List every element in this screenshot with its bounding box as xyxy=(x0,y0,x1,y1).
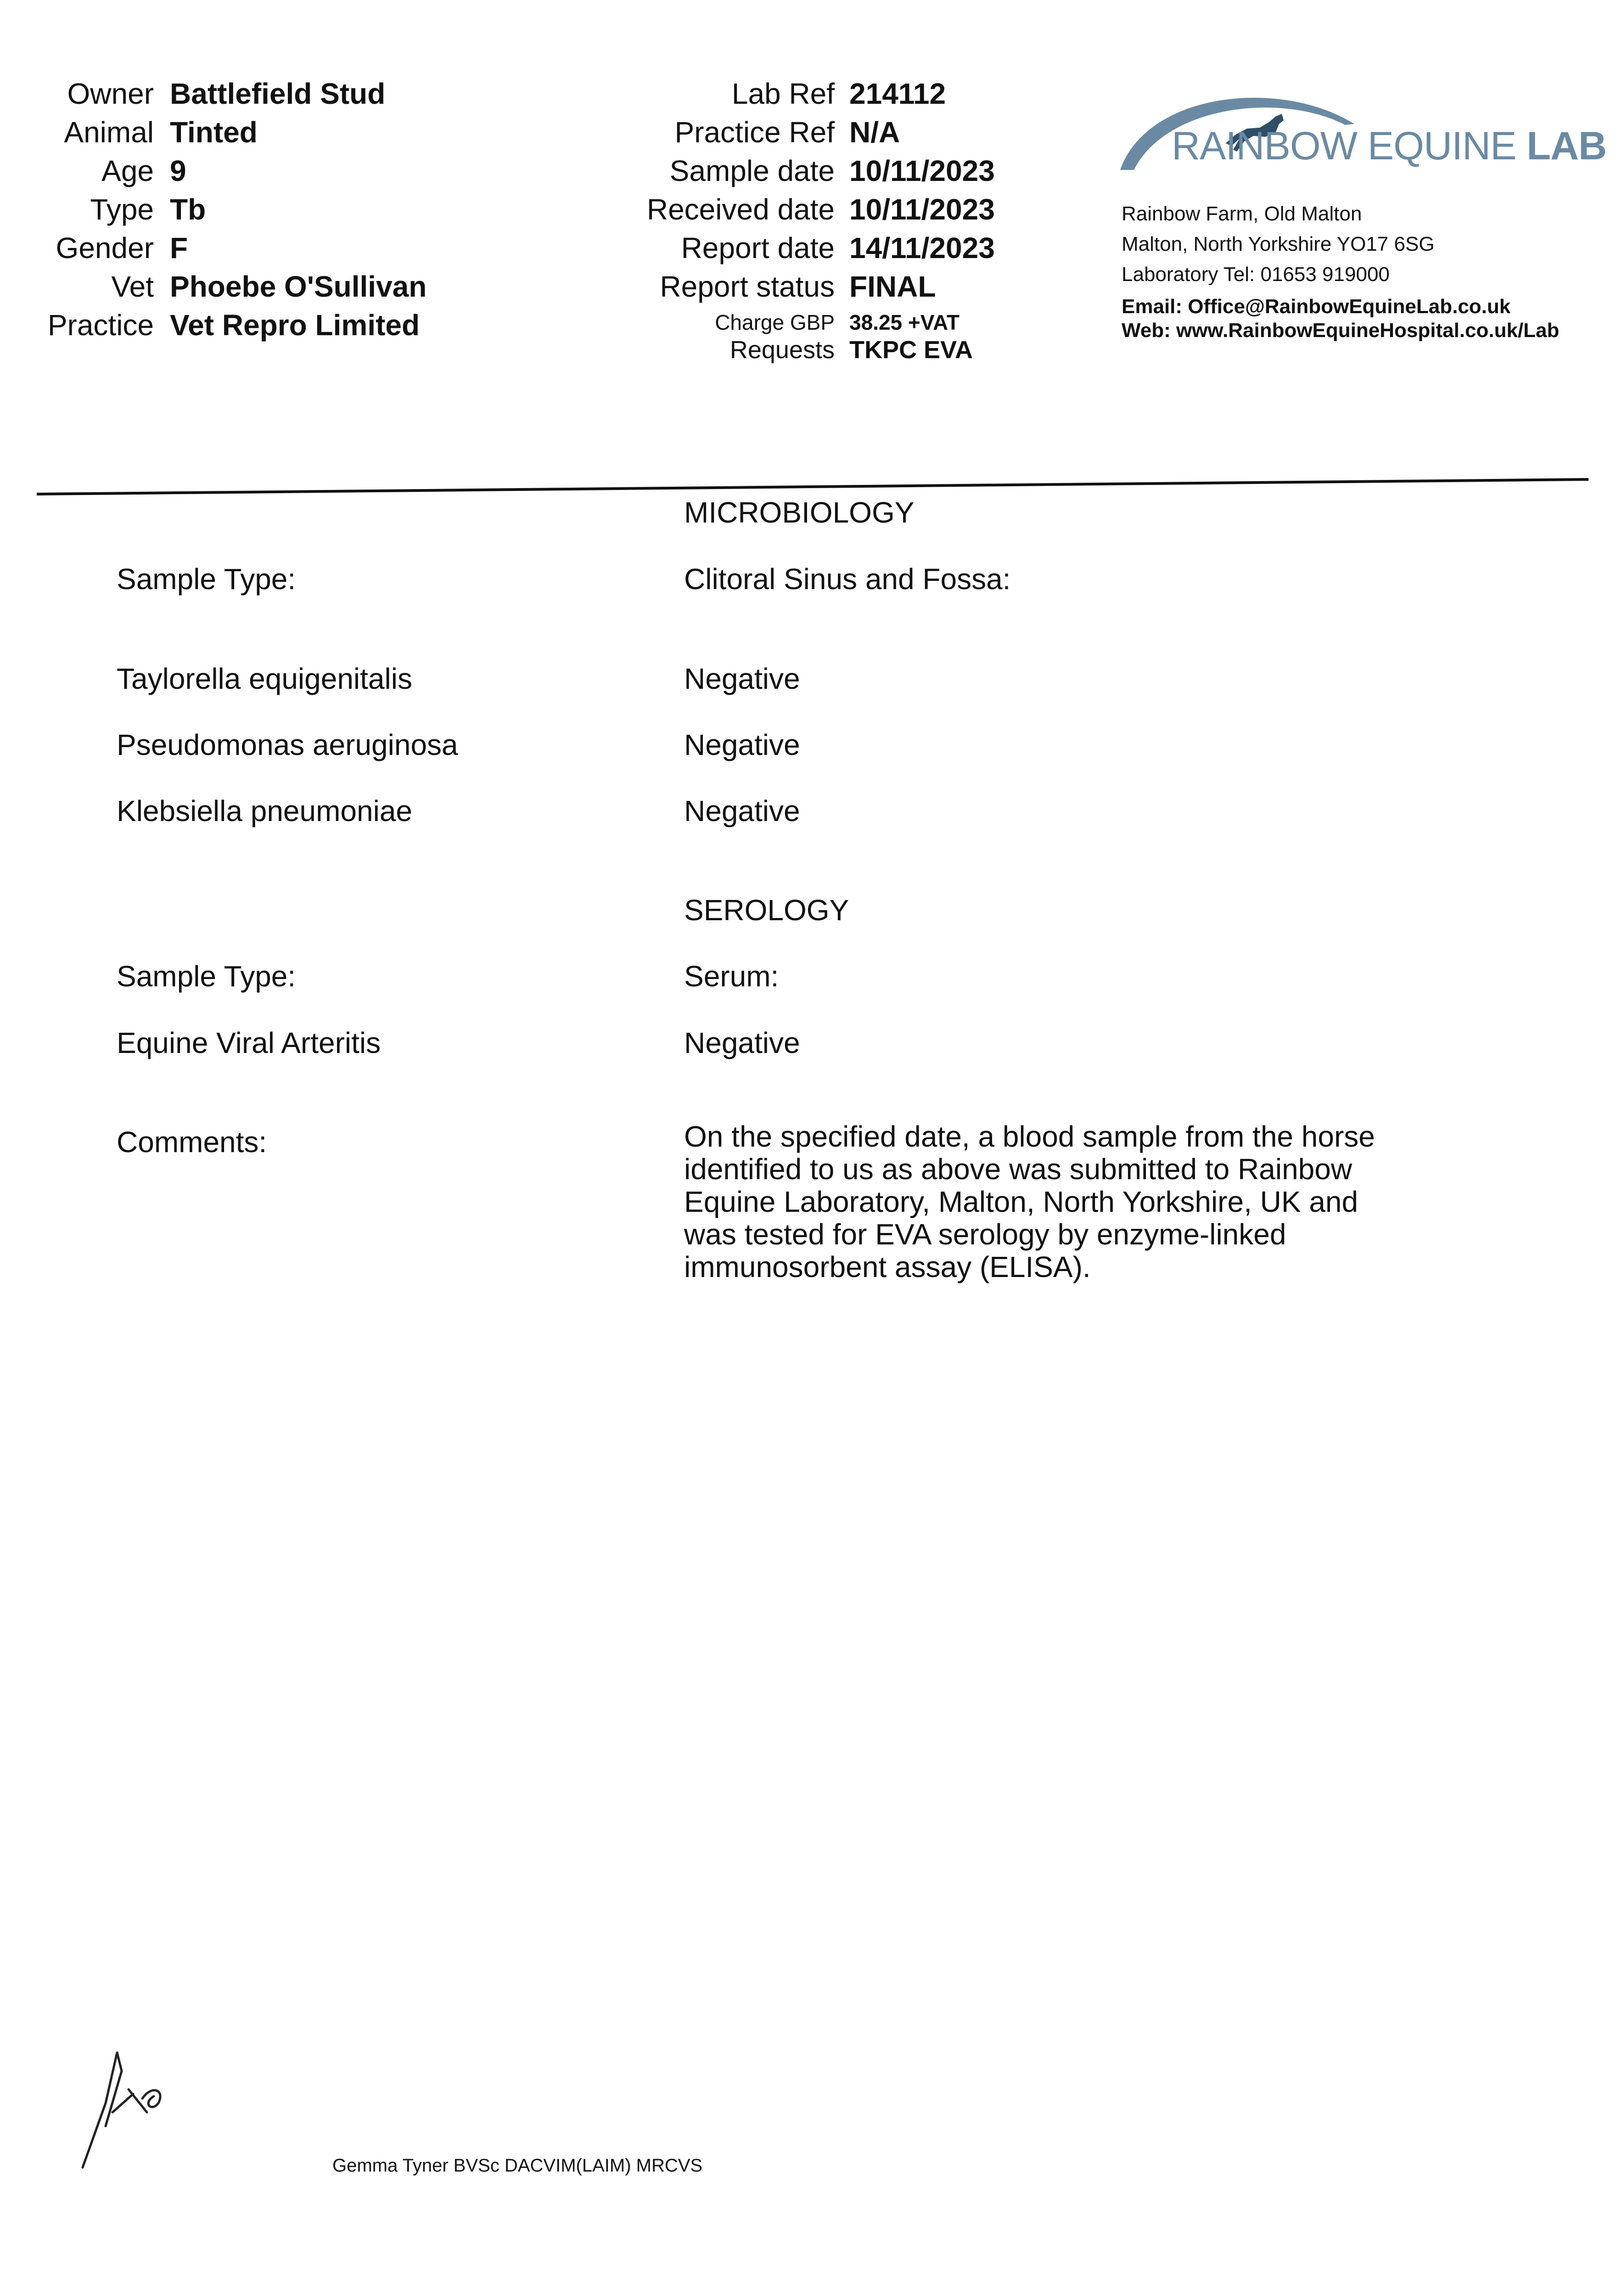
requests-value: TKPC EVA xyxy=(849,336,973,364)
report-status-label: Report status xyxy=(660,270,835,303)
owner-label: Owner xyxy=(67,77,154,110)
report-status-value: FINAL xyxy=(849,270,936,303)
lab-ref-label: Lab Ref xyxy=(731,77,835,110)
vet-value: Phoebe O'Sullivan xyxy=(170,270,427,303)
microbiology-heading: MICROBIOLOGY xyxy=(684,496,915,529)
table-row-result: Negative xyxy=(684,728,800,761)
signature-mark xyxy=(78,2043,179,2172)
address-line1: Rainbow Farm, Old Malton xyxy=(1122,203,1362,225)
comments-label: Comments: xyxy=(117,1125,267,1159)
sero-sample-type-value: Serum: xyxy=(684,960,779,993)
address-line3: Laboratory Tel: 01653 919000 xyxy=(1122,263,1390,286)
logo-wordmark xyxy=(1172,123,1606,169)
owner-value: Battlefield Stud xyxy=(170,77,386,110)
serology-heading: SEROLOGY xyxy=(684,894,849,927)
received-date-label: Received date xyxy=(646,193,835,226)
sero-sample-type-label: Sample Type: xyxy=(117,960,296,993)
gender-value: F xyxy=(170,231,188,264)
report-date-label: Report date xyxy=(681,231,835,264)
received-date-value: 10/11/2023 xyxy=(849,193,995,226)
web-text[interactable]: Web: www.RainbowEquineHospital.co.uk/Lab xyxy=(1122,319,1560,342)
header-divider xyxy=(0,468,1622,496)
email-text[interactable]: Email: Office@RainbowEquineLab.co.uk xyxy=(1122,295,1511,318)
table-row-result: Negative xyxy=(684,662,800,695)
table-row-result: Negative xyxy=(684,794,800,827)
logo-wordmark-bold: LAB xyxy=(1527,124,1607,168)
table-row-test: Klebsiella pneumoniae xyxy=(117,794,412,827)
signatory-name: Gemma Tyner BVSc DACVIM(LAIM) MRCVS xyxy=(332,2155,703,2176)
charge-label: Charge GBP xyxy=(715,310,835,334)
practice-ref-value: N/A xyxy=(849,116,900,149)
table-row-test: Equine Viral Arteritis xyxy=(117,1026,381,1059)
comments-text: On the specified date, a blood sample from the horse identified to us as above was submitted to Rainbow Equine Laboratory, Malton, North Yorkshire, UK and was tested for EVA serology by enzyme-linked immunosorbent assay (ELISA). xyxy=(684,1120,1375,1283)
table-row-test: Taylorella equigenitalis xyxy=(117,662,412,695)
report-date-value: 14/11/2023 xyxy=(849,231,995,264)
vet-label: Vet xyxy=(111,270,154,303)
table-row-test: Pseudomonas aeruginosa xyxy=(117,728,458,761)
gender-label: Gender xyxy=(56,231,154,264)
type-label: Type xyxy=(90,193,154,226)
charge-value: 38.25 +VAT xyxy=(849,310,960,334)
table-row-result: Negative xyxy=(684,1026,800,1059)
practice-ref-label: Practice Ref xyxy=(674,116,835,149)
logo-wordmark-regular: RAINBOW EQUINE xyxy=(1172,124,1527,168)
animal-label: Animal xyxy=(64,116,154,149)
age-label: Age xyxy=(101,154,154,187)
sample-date-label: Sample date xyxy=(669,154,835,187)
requests-label: Requests xyxy=(730,336,835,364)
micro-sample-type-value: Clitoral Sinus and Fossa: xyxy=(684,563,1011,596)
lab-ref-value: 214112 xyxy=(849,77,946,110)
age-value: 9 xyxy=(170,154,186,187)
animal-value: Tinted xyxy=(170,116,258,149)
micro-sample-type-label: Sample Type: xyxy=(117,563,296,596)
practice-label: Practice xyxy=(47,309,154,342)
type-value: Tb xyxy=(170,193,206,226)
sample-date-value: 10/11/2023 xyxy=(849,154,995,187)
address-line2: Malton, North Yorkshire YO17 6SG xyxy=(1122,233,1435,255)
practice-value: Vet Repro Limited xyxy=(170,309,420,342)
